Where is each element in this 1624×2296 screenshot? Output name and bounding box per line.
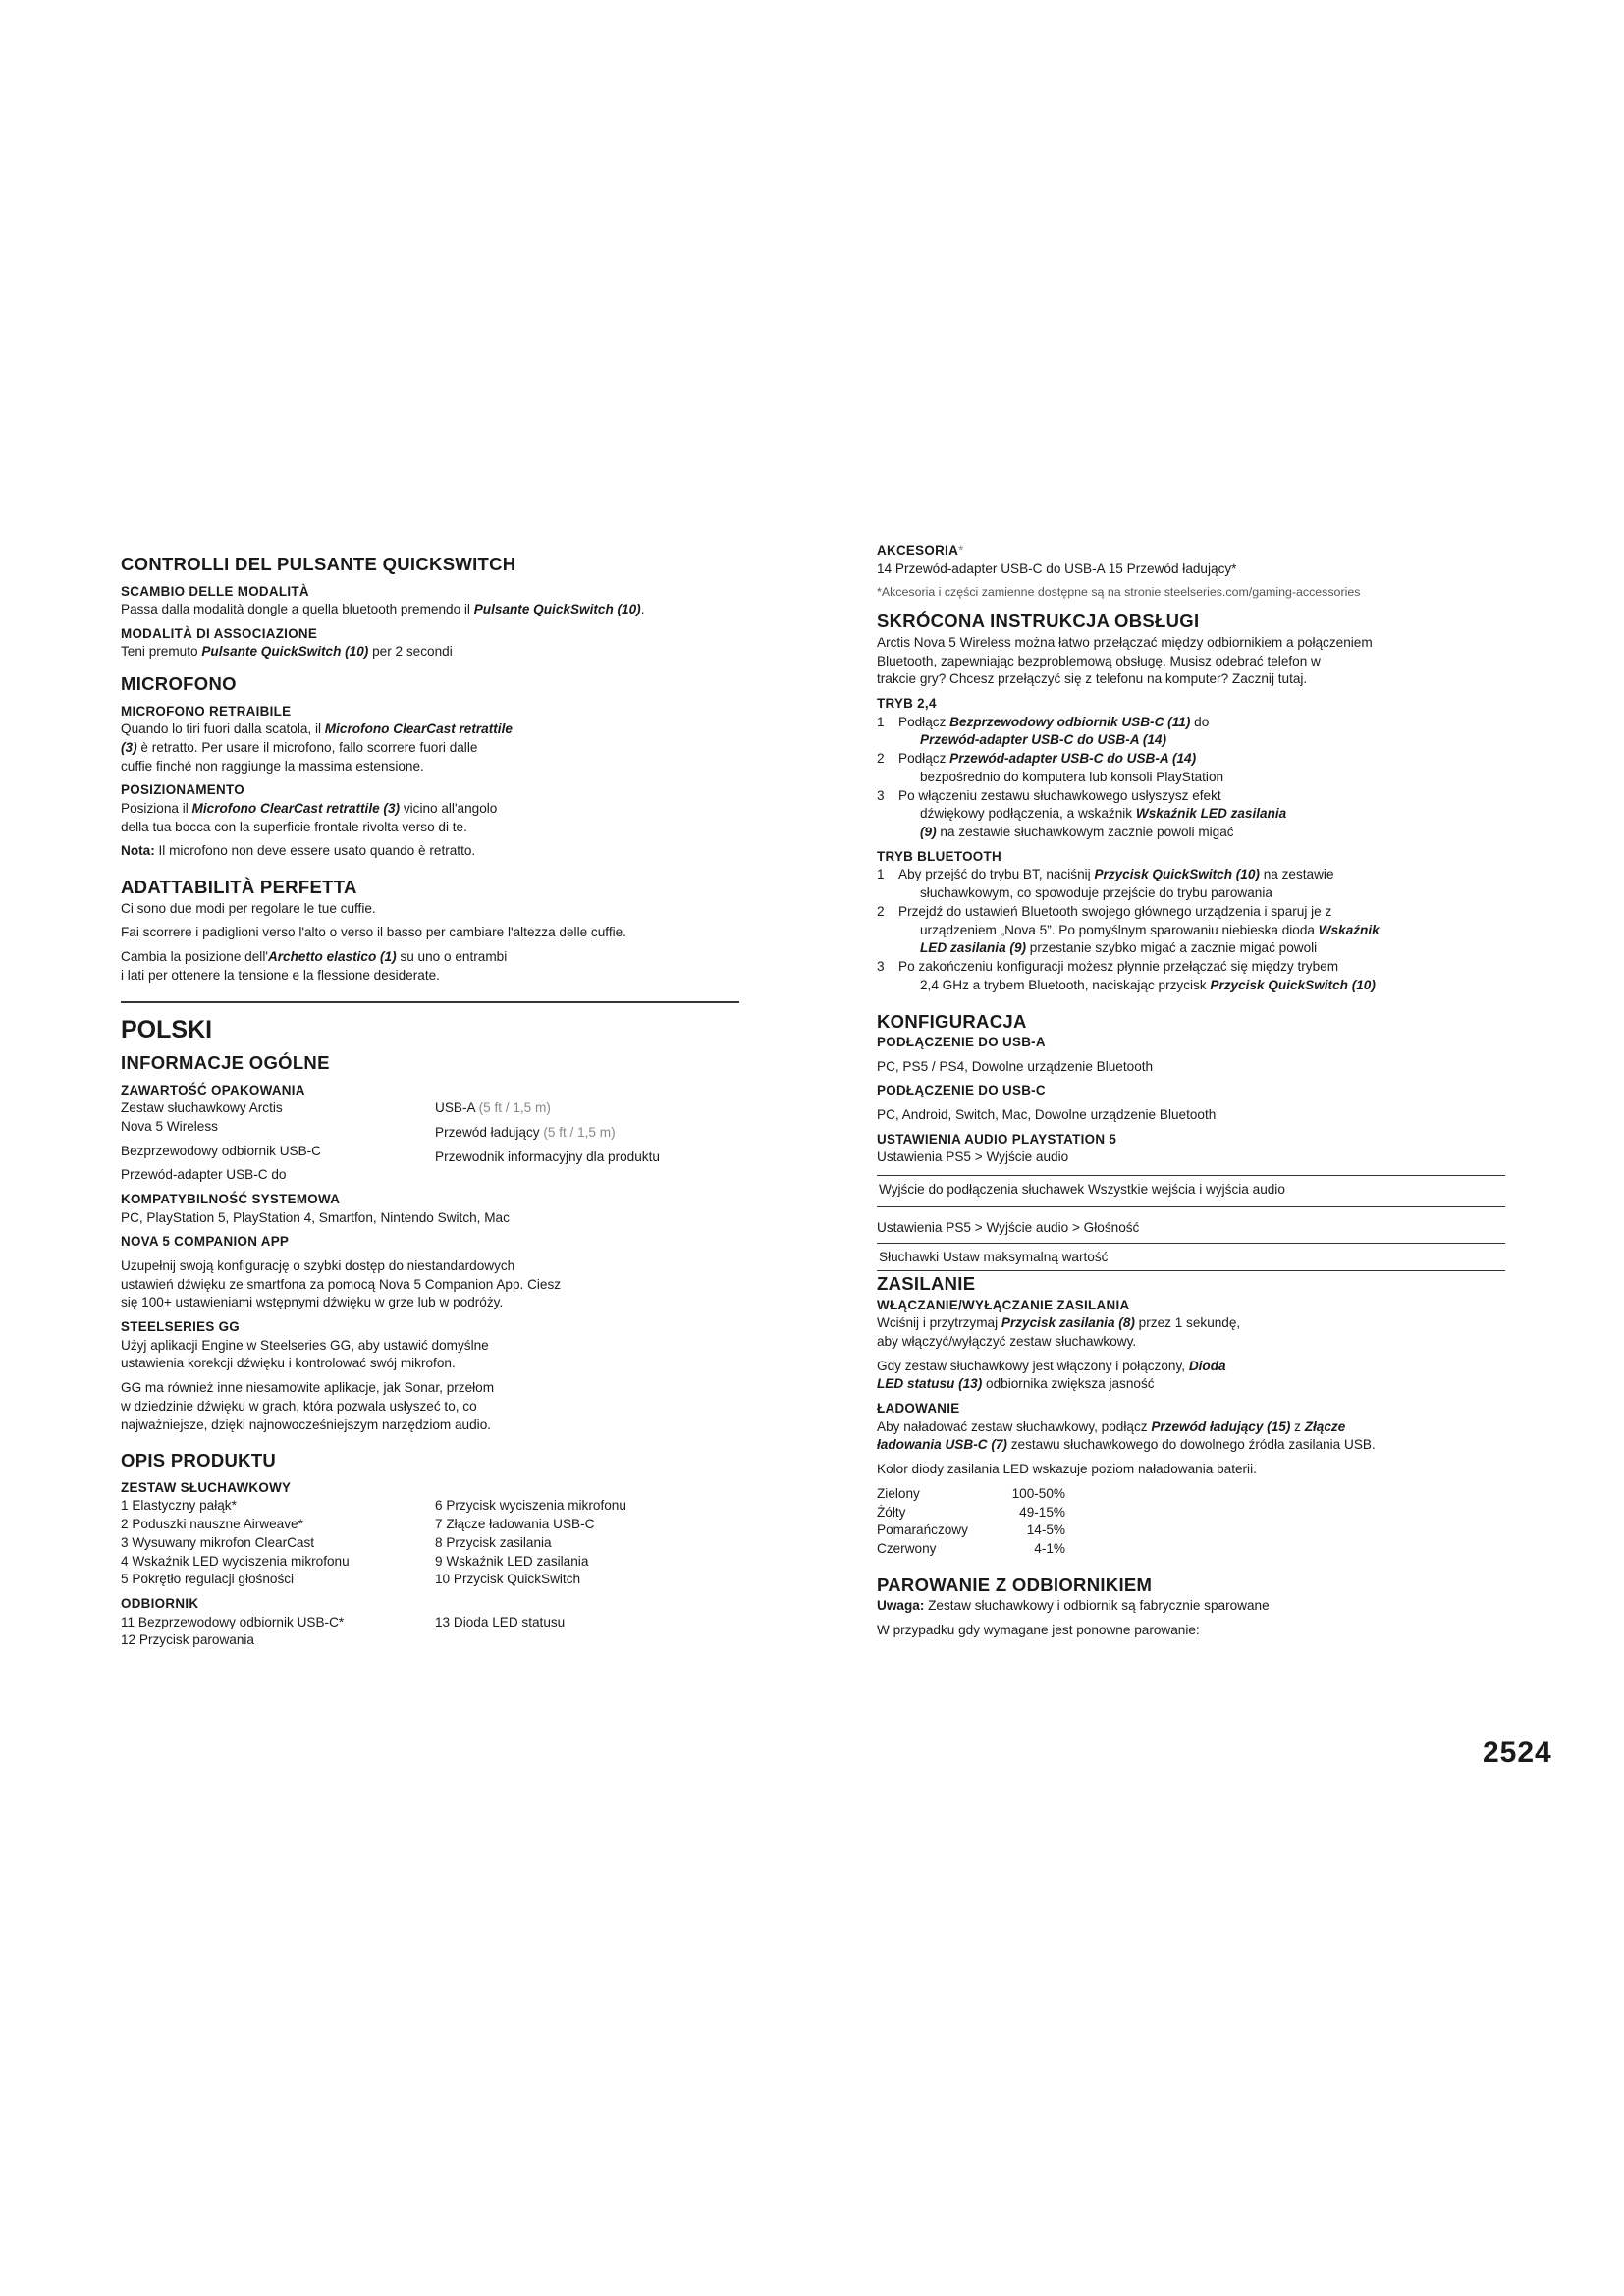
- paragraph-adatt-3: Cambia la posizione dell'Archetto elastico (1) su uno o entrambi i lati per ottenere la tensione e la flessione desiderate.: [121, 949, 508, 983]
- list-item: 9 Wskaźnik LED zasilania: [435, 1553, 589, 1569]
- paragraph-ladowanie: Aby naładować zestaw słuchawkowy, podłącz Przewód ładujący (15) z Złącze ładowania USB-C (7) zestawu słuchawkowego do dowolnego źródła zasilania USB.: [877, 1418, 1376, 1453]
- package-item: USB-A (5 ft / 1,5 m): [435, 1100, 551, 1116]
- list-item: 1 Podłącz Bezprzewodowy odbiornik USB-C (11) do Przewód-adapter USB-C do USB-A (14): [877, 714, 1210, 748]
- footnote-akcesoria: *Akcesoria i części zamienne dostępne są na stronie steelseries.com/gaming-accessories: [877, 585, 1361, 600]
- section-title-skrocona: SKRÓCONA INSTRUKCJA OBSŁUGI: [877, 611, 1200, 632]
- list-item: 2 Poduszki nauszne Airweave*: [121, 1517, 303, 1532]
- list-item: 2 Przejdź do ustawień Bluetooth swojego głównego urządzenia i sparuj je z urządzeniem „Nova 5”. Po pomyślnym sparowaniu niebieska dioda Wskaźnik LED zasilania (9) przestanie szybko migać a zacznie migać powoli: [877, 903, 1380, 956]
- language-heading-polski: POLSKI: [121, 1015, 213, 1043]
- section-title-informacje: INFORMACJE OGÓLNE: [121, 1052, 330, 1074]
- section-title-microfono: MICROFONO: [121, 673, 237, 695]
- list-item: 1 Elastyczny pałąk*: [121, 1498, 237, 1514]
- subhead-kompatybilnosc: KOMPATYBILNOŚĆ SYSTEMOWA: [121, 1192, 341, 1207]
- subhead-ps5: USTAWIENIA AUDIO PLAYSTATION 5: [877, 1131, 1117, 1147]
- paragraph-adatt-2: Fai scorrere i padiglioni verso l'alto o verso il basso per cambiare l'altezza delle cuffie.: [121, 925, 626, 940]
- subhead-zawartosc: ZAWARTOŚĆ OPAKOWANIA: [121, 1082, 305, 1097]
- list-item: Zielony 100-50%: [877, 1485, 1065, 1501]
- subhead-odbiornik: ODBIORNIK: [121, 1596, 199, 1612]
- subhead-usb-a: PODŁĄCZENIE DO USB-A: [877, 1035, 1046, 1050]
- battery-level-list: [877, 1485, 1505, 1559]
- subhead-scambio: SCAMBIO DELLE MODALITÀ: [121, 583, 309, 599]
- list-item: Pomarańczowy 14-5%: [877, 1522, 1065, 1538]
- paragraph-onoff-2: Gdy zestaw słuchawkowy jest włączony i połączony, Dioda LED statusu (13) odbiornika zwiększa jasność: [877, 1358, 1226, 1392]
- list-item: 4 Wskaźnik LED wyciszenia mikrofonu: [121, 1553, 350, 1569]
- list-item: 5 Pokrętło regulacji głośności: [121, 1572, 295, 1587]
- paragraph-kompatybilnosc: PC, PlayStation 5, PlayStation 4, Smartfon, Nintendo Switch, Mac: [121, 1209, 510, 1225]
- list-item: 10 Przycisk QuickSwitch: [435, 1572, 581, 1587]
- section-title-adattabilita: ADATTABILITÀ PERFETTA: [121, 877, 357, 898]
- list-item: 13 Dioda LED statusu: [435, 1614, 566, 1629]
- subhead-usb-c: PODŁĄCZENIE DO USB-C: [877, 1083, 1046, 1098]
- section-title-zasilanie: ZASILANIE: [877, 1273, 976, 1295]
- subhead-zestaw: ZESTAW SŁUCHAWKOWY: [121, 1479, 292, 1495]
- section-title-parowanie: PAROWANIE Z ODBIORNIKIEM: [877, 1574, 1153, 1595]
- list-item: Żółty 49-15%: [877, 1504, 1065, 1520]
- list-item: 6 Przycisk wyciszenia mikrofonu: [435, 1498, 626, 1514]
- subhead-tryb-24: TRYB 2,4: [877, 696, 937, 712]
- package-item: Zestaw słuchawkowy Arctis: [121, 1100, 283, 1116]
- list-item: Czerwony 4-1%: [877, 1541, 1065, 1557]
- paragraph-led-color: Kolor diody zasilania LED wskazuje poziom naładowania baterii.: [877, 1462, 1257, 1477]
- subhead-posizionamento: POSIZIONAMENTO: [121, 782, 244, 798]
- ps5-path-volume: Ustawienia PS5 > Wyjście audio > Głośność: [877, 1219, 1140, 1235]
- paragraph-onoff-1: Wciśnij i przytrzymaj Przycisk zasilania (8) przez 1 sekundę, aby włączyć/wyłączyć zestaw słuchawkowy.: [877, 1315, 1241, 1349]
- paragraph-gg-1: Użyj aplikacji Engine w Steelseries GG, aby ustawić domyślne ustawienia korekcji dźwięku i kontrolować swój mikrofon.: [121, 1337, 489, 1371]
- list-item: 7 Złącze ładowania USB-C: [435, 1517, 595, 1532]
- list-item: 12 Przycisk parowania: [121, 1632, 254, 1648]
- subhead-tryb-bluetooth: TRYB BLUETOOTH: [877, 848, 1001, 864]
- steps-24: [877, 714, 1505, 842]
- table-row: Słuchawki Ustaw maksymalną wartość: [877, 1243, 1505, 1271]
- left-column: [121, 542, 739, 1650]
- section-divider: [121, 1001, 739, 1003]
- paragraph-posizionamento: Posiziona il Microfono ClearCast retrattile (3) vicino all'angolo della tua bocca con la superficie frontale rivolta verso di te.: [121, 800, 498, 834]
- subhead-onoff: WŁĄCZANIE/WYŁĄCZANIE ZASILANIA: [877, 1297, 1130, 1312]
- package-item: Nova 5 Wireless: [121, 1118, 218, 1134]
- table-row: Wyjście do podłączenia słuchawek Wszystkie wejścia i wyjścia audio: [877, 1175, 1505, 1207]
- package-item: Przewodnik informacyjny dla produktu: [435, 1148, 660, 1164]
- subhead-microfono-retraibile: MICROFONO RETRAIBILE: [121, 703, 292, 719]
- paragraph-akcesoria: 14 Przewód-adapter USB-C do USB-A 15 Przewód ładujący*: [877, 561, 1237, 576]
- list-item: 11 Bezprzewodowy odbiornik USB-C*: [121, 1614, 345, 1629]
- list-item: 2 Podłącz Przewód-adapter USB-C do USB-A (14) bezpośrednio do komputera lub konsoli PlayStation: [877, 751, 1224, 784]
- package-contents: [121, 1099, 739, 1185]
- headset-parts-list: [121, 1497, 739, 1589]
- list-item: 3 Po włączeniu zestawu słuchawkowego usłyszysz efekt dźwiękowy podłączenia, a wskaźnik Wskaźnik LED zasilania (9) na zestawie słuchawkowym zacznie powoli migać: [877, 787, 1287, 840]
- package-item: Przewód-adapter USB-C do: [121, 1167, 287, 1183]
- list-item: 8 Przycisk zasilania: [435, 1534, 552, 1550]
- receiver-parts-list: [121, 1614, 739, 1651]
- paragraph-usb-a: PC, PS5 / PS4, Dowolne urządzenie Bluetooth: [877, 1058, 1154, 1074]
- subhead-steelseries-gg: STEELSERIES GG: [121, 1319, 241, 1335]
- paragraph-microfono: Quando lo tiri fuori dalla scatola, il Microfono ClearCast retrattile (3) è retratto. Per usare il microfono, fallo scorrere fuori dalle cuffie finché non raggiunge la massima estensione.: [121, 721, 513, 774]
- section-title-quickswitch: CONTROLLI DEL PULSANTE QUICKSWITCH: [121, 554, 516, 574]
- subhead-akcesoria: AKCESORIA*: [877, 543, 964, 558]
- paragraph-parowanie-2: W przypadku gdy wymagane jest ponowne parowanie:: [877, 1623, 1200, 1638]
- paragraph-associazione: Teni premuto Pulsante QuickSwitch (10) per 2 secondi: [121, 644, 453, 660]
- section-title-konfiguracja: KONFIGURACJA: [877, 1010, 1027, 1032]
- ps5-path-output: Ustawienia PS5 > Wyjście audio: [877, 1149, 1069, 1165]
- note-microfono: Nota: Il microfono non deve essere usato quando è retratto.: [121, 843, 476, 859]
- package-item: Przewód ładujący (5 ft / 1,5 m): [435, 1124, 616, 1140]
- page-number: 2524: [1483, 1736, 1552, 1769]
- steps-bluetooth: [877, 866, 1505, 994]
- paragraph-adatt-1: Ci sono due modi per regolare le tue cuffie.: [121, 900, 376, 916]
- paragraph-gg-2: GG ma również inne niesamowite aplikacje, jak Sonar, przełom w dziedzinie dźwięku w grach, która pozwala usłyszeć to, co najważniejsze, dzięki najnowocześniejszym narzędziom audio.: [121, 1380, 495, 1432]
- paragraph-scambio: Passa dalla modalità dongle a quella bluetooth premendo il Pulsante QuickSwitch (10).: [121, 602, 645, 617]
- subhead-companion-app: NOVA 5 COMPANION APP: [121, 1234, 290, 1250]
- subhead-associazione: MODALITÀ DI ASSOCIAZIONE: [121, 625, 318, 641]
- list-item: 1 Aby przejść do trybu BT, naciśnij Przycisk QuickSwitch (10) na zestawie słuchawkowym, co spowoduje przejście do trybu parowania: [877, 867, 1334, 901]
- section-title-opis: OPIS PRODUKTU: [121, 1450, 277, 1471]
- right-column: [877, 542, 1505, 1640]
- paragraph-parowanie-1: Uwaga: Zestaw słuchawkowy i odbiornik są fabrycznie sparowane: [877, 1598, 1270, 1614]
- paragraph-usb-c: PC, Android, Switch, Mac, Dowolne urządzenie Bluetooth: [877, 1106, 1217, 1122]
- package-item: Bezprzewodowy odbiornik USB-C: [121, 1143, 321, 1158]
- list-item: 3 Po zakończeniu konfiguracji możesz płynnie przełączać się między trybem 2,4 GHz a trybem Bluetooth, naciskając przycisk Przycisk QuickSwitch (10): [877, 959, 1376, 992]
- list-item: 3 Wysuwany mikrofon ClearCast: [121, 1534, 315, 1550]
- paragraph-skrocona: Arctis Nova 5 Wireless można łatwo przełączać między odbiornikiem a połączeniem Bluetooth, zapewniając bezproblemową obsługę. Musisz odebrać telefon w trakcie gry? Chcesz przełączyć się z telefonu na komputer? Zacznij tutaj.: [877, 634, 1373, 687]
- subhead-ladowanie: ŁADOWANIE: [877, 1401, 960, 1416]
- paragraph-companion-app: Uzupełnij swoją konfigurację o szybki dostęp do niestandardowych ustawień dźwięku ze smartfona za pomocą Nova 5 Companion App. Ciesz się 100+ ustawieniami wstępnymi dźwięku w grze lub w podróży.: [121, 1257, 562, 1310]
